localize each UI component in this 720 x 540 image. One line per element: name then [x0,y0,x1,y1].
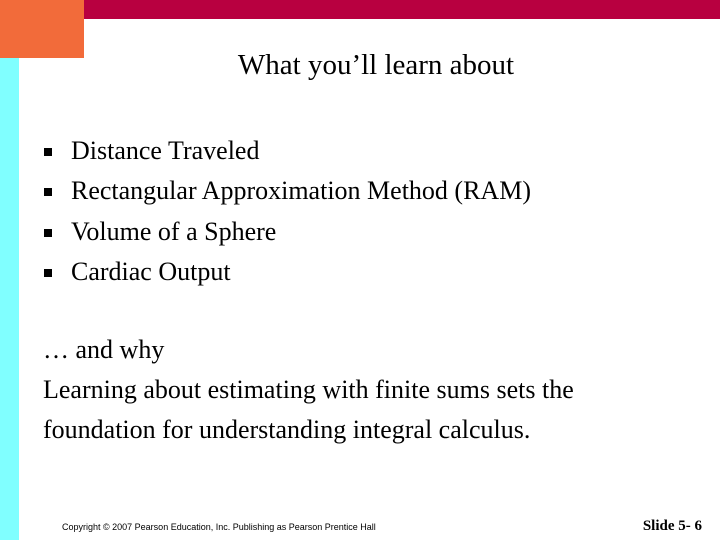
left-accent-bar [0,58,19,540]
bullet-item [44,131,531,171]
top-accent-bar [84,0,720,19]
bullet-text: Rectangular Approximation Method (RAM) [71,176,531,206]
slide-title: What you’ll learn about [237,49,515,81]
bullet-item [44,171,531,211]
why-line: Learning about estimating with finite sums sets the [43,375,574,404]
square-bullet-icon [44,148,52,156]
square-bullet-icon [44,269,52,277]
why-line: foundation for understanding integral calculus. [43,415,531,445]
bullet-text: Volume of a Sphere [71,216,277,246]
square-bullet-icon [44,188,52,196]
bullet-item [44,252,531,292]
why-paragraph [43,370,643,451]
square-bullet-icon [44,229,52,237]
why-heading: … and why [43,335,165,364]
bullet-list [44,131,531,292]
slide-number: Slide 5- 6 [642,518,702,534]
bullet-text: Cardiac Output [71,257,231,287]
bullet-item [44,212,531,252]
bullet-text: Distance Traveled [71,136,260,166]
copyright-notice: Copyright © 2007 Pearson Education, Inc. Publishing as Pearson Prentice Hall [62,522,376,532]
